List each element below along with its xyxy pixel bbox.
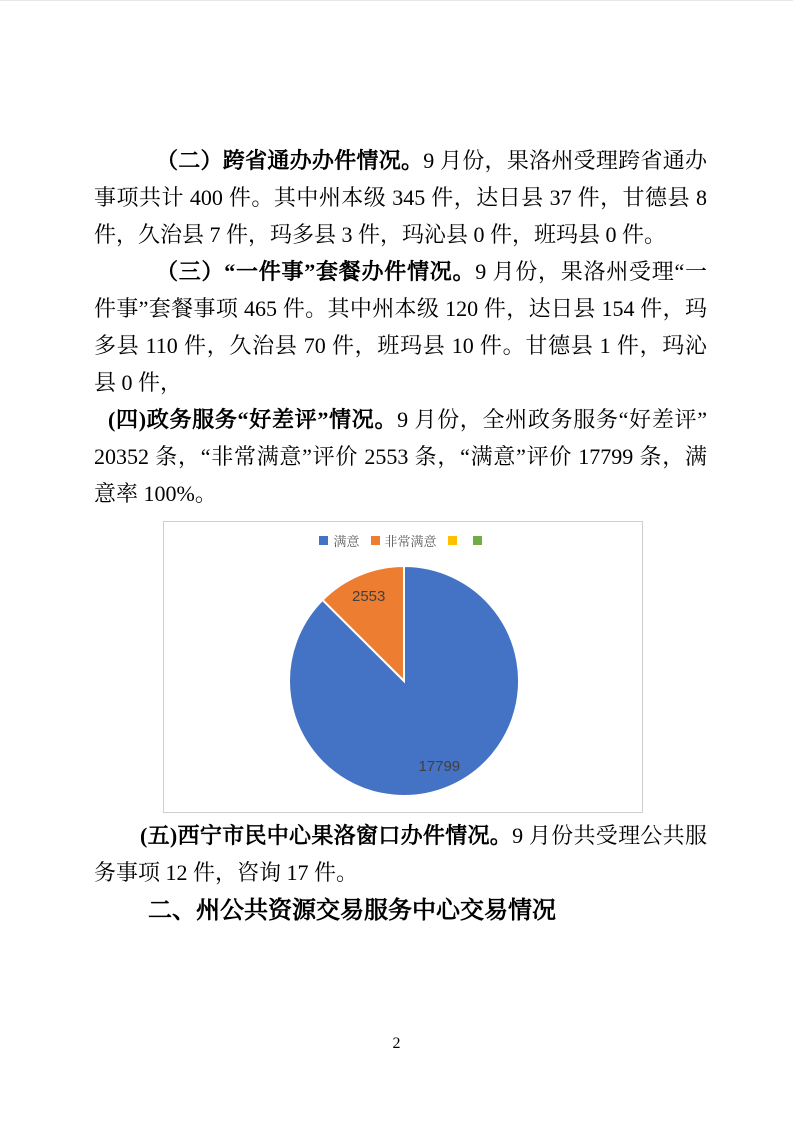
legend-swatch: [448, 536, 457, 545]
legend-swatch: [473, 536, 482, 545]
text-block-lower: [94, 817, 707, 931]
pie-chart-plot: [164, 522, 642, 812]
legend-item: [448, 536, 462, 545]
paragraph-body: 9 月份共受理公共服务事项 12 件，咨询 17 件。: [94, 823, 707, 885]
pie-data-label: 2553: [352, 588, 386, 606]
page-number: 2: [392, 1035, 401, 1052]
legend-item: [319, 531, 359, 550]
paragraph-lead: （二）跨省通办办件情况。: [156, 148, 424, 173]
paragraph-lead: （三）“一件事”套餐办件情况。: [156, 259, 476, 284]
paragraph-lead: (四)政务服务“好差评”情况。: [108, 407, 398, 432]
paragraph-evaluation: [94, 401, 707, 512]
chart-legend: [164, 531, 642, 550]
section-heading: 二、州公共资源交易服务中心交易情况: [148, 897, 556, 924]
legend-swatch: [371, 536, 380, 545]
paragraph-lead: (五)西宁市民中心果洛窗口办件情况。: [140, 823, 513, 848]
paragraph-body: 9 月份，全州政务服务“好差评” 20352 条，“非常满意”评价 2553 条，“满意”评价 17799 条，满意率 100%。: [94, 407, 708, 506]
paragraph-cross-province: [94, 142, 707, 253]
paragraph-body: 9 月份，果洛州受理跨省通办事项共计 400 件。其中州本级 345 件，达日县 37 件，甘德县 8 件，久治县 7 件，玛多县 3 件，玛沁县 0 件，班玛县 0 件。: [94, 148, 707, 247]
paragraph-body: 9 月份，果洛州受理“一件事”套餐事项 465 件。其中州本级 120 件，达日县 154 件，玛多县 110 件，久治县 70 件，班玛县 10 件。甘德县 1 件，玛沁县 0 件，: [94, 259, 707, 395]
legend-item: [371, 531, 437, 550]
legend-label: 满意: [333, 534, 360, 549]
legend-swatch: [319, 536, 328, 545]
paragraph-xining-window: [94, 817, 707, 891]
text-block-upper: [94, 142, 707, 512]
paragraph-one-matter: [94, 253, 707, 401]
legend-item: [473, 536, 487, 545]
satisfaction-pie-chart: [163, 521, 643, 813]
pie-data-label: 17799: [418, 757, 461, 775]
legend-label: 非常满意: [384, 534, 437, 549]
